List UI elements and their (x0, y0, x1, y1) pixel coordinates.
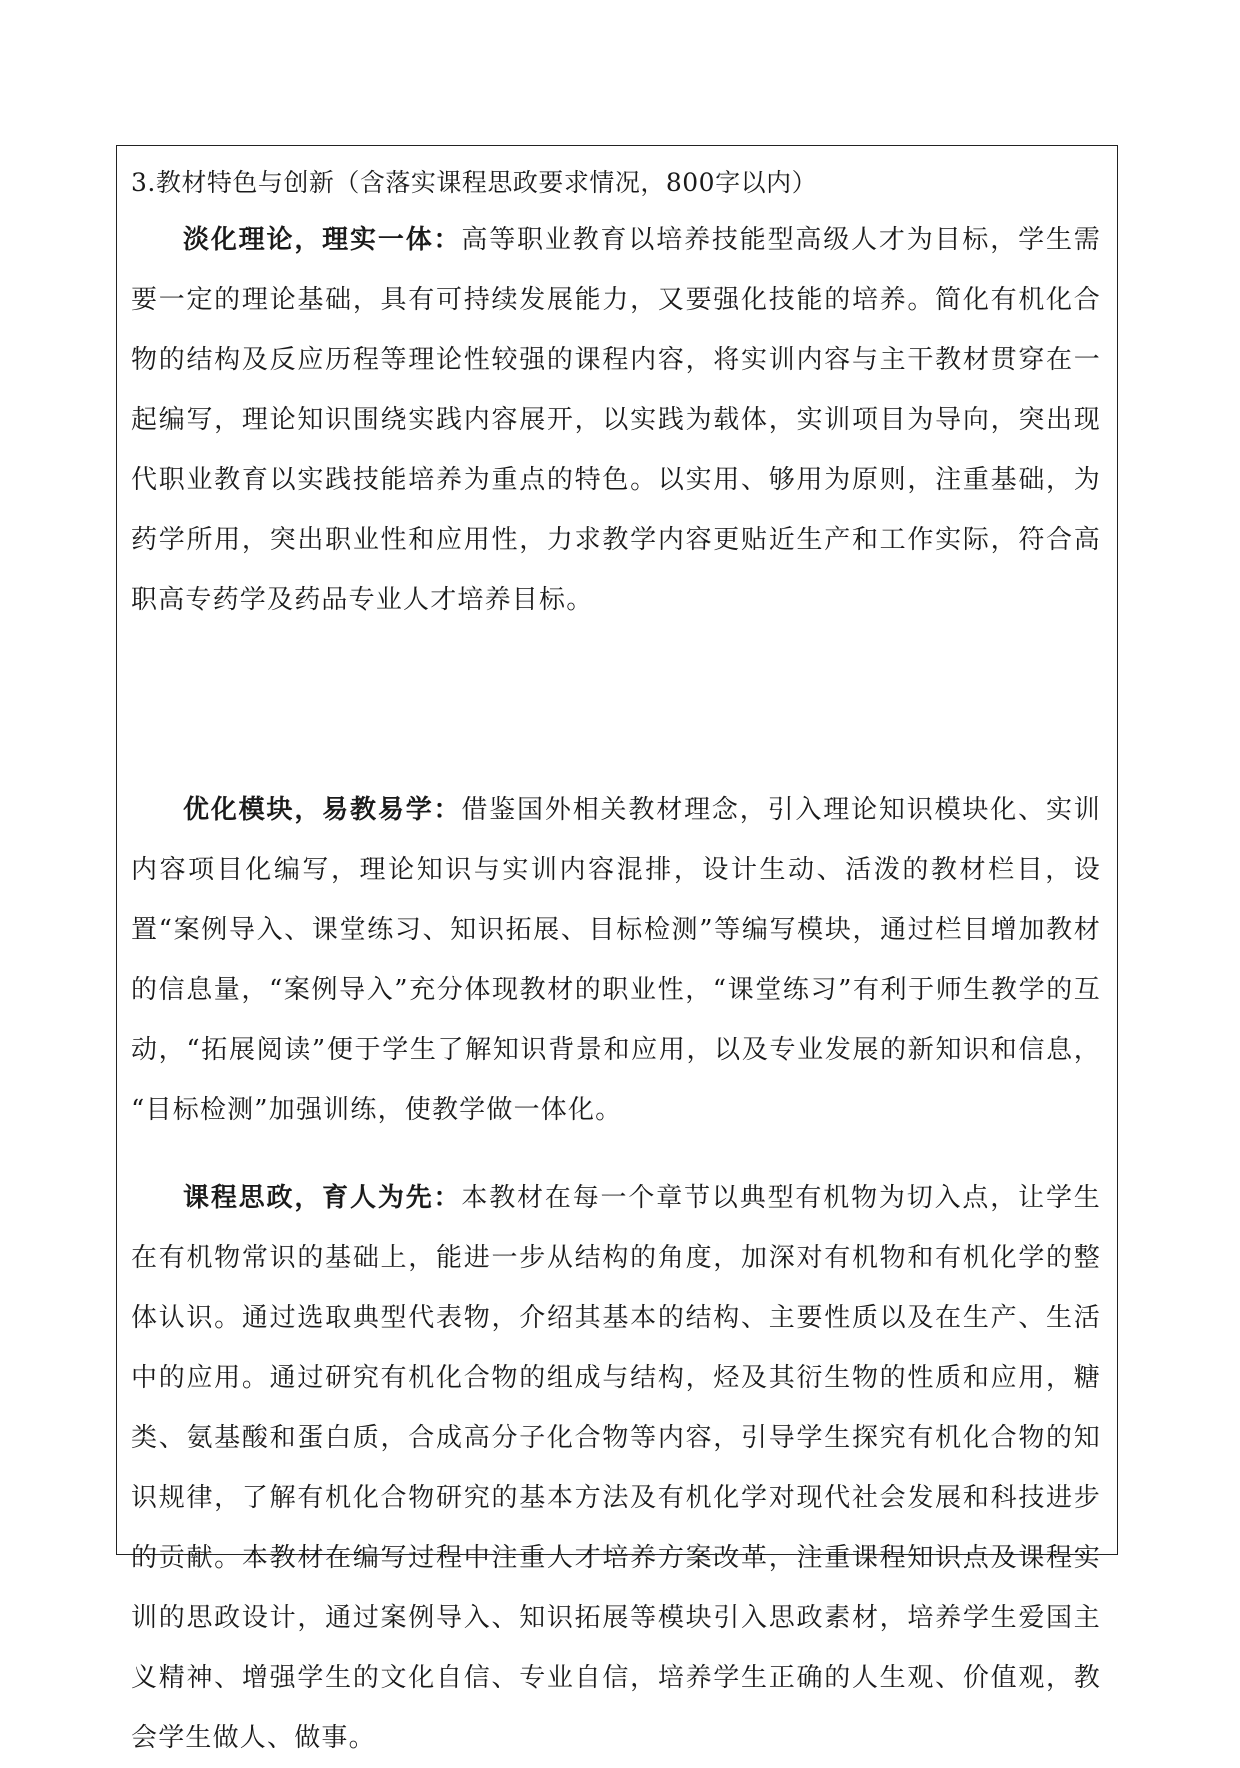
paragraph-body: 借鉴国外相关教材理念，引入理论知识模块化、实训内容项目化编写，理论知识与实训内容混排，设计生动、活泼的教材栏目，设置“案例导入、课堂练习、知识拓展、目标检测”等编写模块，通过栏目增加教材的信息量，“案例导入”充分体现教材的职业性，“课堂练习”有利于师生教学的互动，“拓展阅读”便于学生了解知识背景和应用，以及专业发展的新知识和信息， “目标检测”加强训练，使教学做一体化。 (131, 795, 1101, 1125)
paragraph-body: 本教材在每一个章节以典型有机物为切入点，让学生在有机物常识的基础上，能进一步从结构的角度，加深对有机物和有机化学的整体认识。通过选取典型代表物，介绍其基本的结构、主要性质以及在生产、生活中的应用。通过研究有机化合物的组成与结构，烃及其衍生物的性质和应用，糖类、氨基酸和蛋白质，合成高分子化合物等内容，引导学生探究有机化合物的知识规律，了解有机化合物研究的基本方法及有机化学对现代社会发展和科技进步的贡献。本教材在编写过程中注重人才培养方案改革，注重课程知识点及课程实训的思政设计，通过案例导入、知识拓展等模块引入思政素材，培养学生爱国主义精神、增强学生的文化自信、专业自信，培养学生正确的人生观、价值观，教会学生做人、做事。 (131, 1183, 1101, 1753)
paragraph-lead: 课程思政，育人为先： (183, 1183, 462, 1213)
paragraph-lead: 优化模块，易教易学： (183, 795, 462, 825)
form-table-cell (116, 145, 1118, 1753)
paragraph-ideology (131, 1168, 1101, 1768)
section-heading: 3.教材特色与创新（含落实课程思政要求情况，800字以内） (131, 168, 818, 197)
paragraph-modules (131, 780, 1101, 1140)
paragraph-body: 高等职业教育以培养技能型高级人才为目标，学生需要一定的理论基础，具有可持续发展能力，又要强化技能的培养。简化有机化合物的结构及反应历程等理论性较强的课程内容，将实训内容与主干教材贯穿在一起编写，理论知识围绕实践内容展开，以实践为载体，实训项目为导向，突出现代职业教育以实践技能培养为重点的特色。以实用、够用为原则，注重基础，为药学所用，突出职业性和应用性，力求教学内容更贴近生产和工作实际，符合高职高专药学及药品专业人才培养目标。 (131, 225, 1101, 615)
paragraph-lead: 淡化理论，理实一体： (183, 225, 462, 255)
paragraph-theory-practice (131, 210, 1101, 630)
